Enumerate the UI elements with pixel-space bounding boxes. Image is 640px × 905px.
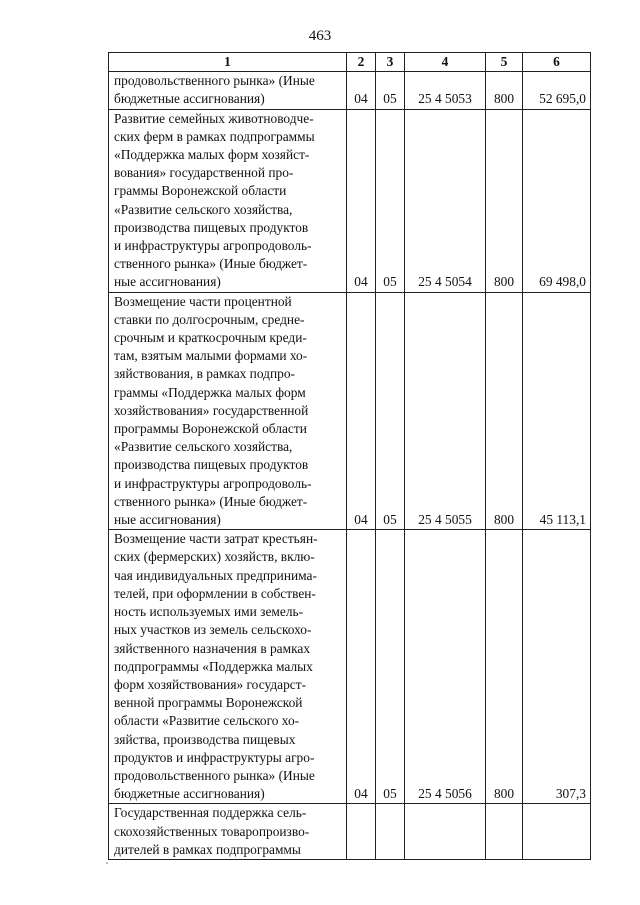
description-line: ственного рынка» (Иные бюджет- [114, 493, 308, 509]
description-line: производства пищевых продуктов [114, 219, 309, 235]
description-line: Возмещение части процентной [114, 293, 292, 309]
description-line: вования» государственной про- [114, 165, 294, 181]
amount: 307,3 [523, 530, 591, 804]
description-line: «Развитие сельского хозяйства, [114, 201, 293, 217]
header-cell-3: 3 [376, 53, 405, 72]
description-line: Государственная поддержка сель- [114, 805, 307, 821]
description-line: хозяйствования» государственной [114, 402, 309, 418]
row-description [109, 530, 347, 804]
description-line: ских (фермерских) хозяйств, вклю- [114, 549, 315, 565]
header-cell-1: 1 [109, 53, 347, 72]
description-line: Развитие семейных животноводче- [114, 110, 314, 126]
amount: 52 695,0 [523, 72, 591, 109]
description-line: там, взятым малыми формами хо- [114, 348, 308, 364]
section-code [347, 804, 376, 860]
description-line: форм хозяйствования» государст- [114, 676, 307, 692]
table-row [109, 109, 591, 292]
header-row [109, 53, 591, 72]
description-line: «Развитие сельского хозяйства, [114, 439, 293, 455]
description-line: бюджетные ассигнования) [114, 91, 265, 107]
description-line: зяйственного назначения в рамках [114, 640, 311, 656]
description-line: венной программы Воронежской [114, 695, 303, 711]
expense-type-code [486, 804, 523, 860]
subsection-code [376, 804, 405, 860]
description-line: области «Развитие сельского хо- [114, 713, 300, 729]
description-line: программы Воронежской области [114, 421, 307, 437]
description-line: ставки по долгосрочным, средне- [114, 311, 305, 327]
expense-type-code: 800 [486, 292, 523, 530]
description-line: зяйства, производства пищевых [114, 731, 296, 747]
description-line: Возмещение части затрат крестьян- [114, 531, 318, 547]
table-row [109, 530, 591, 804]
description-line: и инфраструктуры агропродоволь- [114, 475, 312, 491]
description-line: ные ассигнования) [114, 274, 221, 290]
subsection-code: 05 [376, 72, 405, 109]
expense-type-code: 800 [486, 72, 523, 109]
description-line: срочным и краткосрочным креди- [114, 330, 307, 346]
row-description [109, 109, 347, 292]
description-line: граммы «Поддержка малых форм [114, 384, 306, 400]
target-article-code: 25 4 5055 [405, 292, 486, 530]
table-row [109, 292, 591, 530]
description-line: ные ассигнования) [114, 512, 221, 528]
target-article-code [405, 804, 486, 860]
target-article-code: 25 4 5053 [405, 72, 486, 109]
amount: 69 498,0 [523, 109, 591, 292]
description-line: бюджетные ассигнования) [114, 786, 265, 802]
description-line: продовольственного рынка» (Иные [114, 767, 315, 783]
section-code: 04 [347, 292, 376, 530]
description-line: скохозяйственных товаропроизво- [114, 823, 310, 839]
description-line: дителей в рамках подпрограммы [114, 841, 301, 857]
description-line: продуктов и инфраструктуры агро- [114, 749, 315, 765]
description-line: и инфраструктуры агропродоволь- [114, 238, 312, 254]
header-cell-6: 6 [523, 53, 591, 72]
expense-type-code: 800 [486, 109, 523, 292]
table-row [109, 72, 591, 109]
description-line: чая индивидуальных предпринима- [114, 567, 317, 583]
description-line: ность используемых ими земель- [114, 604, 304, 620]
amount: 45 113,1 [523, 292, 591, 530]
header-cell-5: 5 [486, 53, 523, 72]
section-code: 04 [347, 72, 376, 109]
row-description [109, 72, 347, 109]
description-line: ственного рынка» (Иные бюджет- [114, 256, 308, 272]
description-line: телей, при оформлении в собствен- [114, 585, 316, 601]
description-line: ских ферм в рамках подпрограммы [114, 128, 315, 144]
section-code: 04 [347, 109, 376, 292]
header-cell-2: 2 [347, 53, 376, 72]
scan-speck [106, 862, 108, 864]
row-description [109, 292, 347, 530]
subsection-code: 05 [376, 109, 405, 292]
target-article-code: 25 4 5054 [405, 109, 486, 292]
description-line: подпрограммы «Поддержка малых [114, 658, 313, 674]
target-article-code: 25 4 5056 [405, 530, 486, 804]
description-line: продовольственного рынка» (Иные [114, 73, 315, 89]
amount [523, 804, 591, 860]
expense-type-code: 800 [486, 530, 523, 804]
section-code: 04 [347, 530, 376, 804]
header-cell-4: 4 [405, 53, 486, 72]
description-line: ных участков из земель сельскохо- [114, 622, 312, 638]
row-description [109, 804, 347, 860]
description-line: зяйствования, в рамках подпро- [114, 366, 295, 382]
description-line: производства пищевых продуктов [114, 457, 309, 473]
table-row [109, 804, 591, 860]
page-number: 463 [308, 28, 332, 44]
subsection-code: 05 [376, 292, 405, 530]
description-line: граммы Воронежской области [114, 183, 287, 199]
description-line: «Поддержка малых форм хозяйст- [114, 147, 310, 163]
subsection-code: 05 [376, 530, 405, 804]
budget-table [108, 52, 591, 860]
